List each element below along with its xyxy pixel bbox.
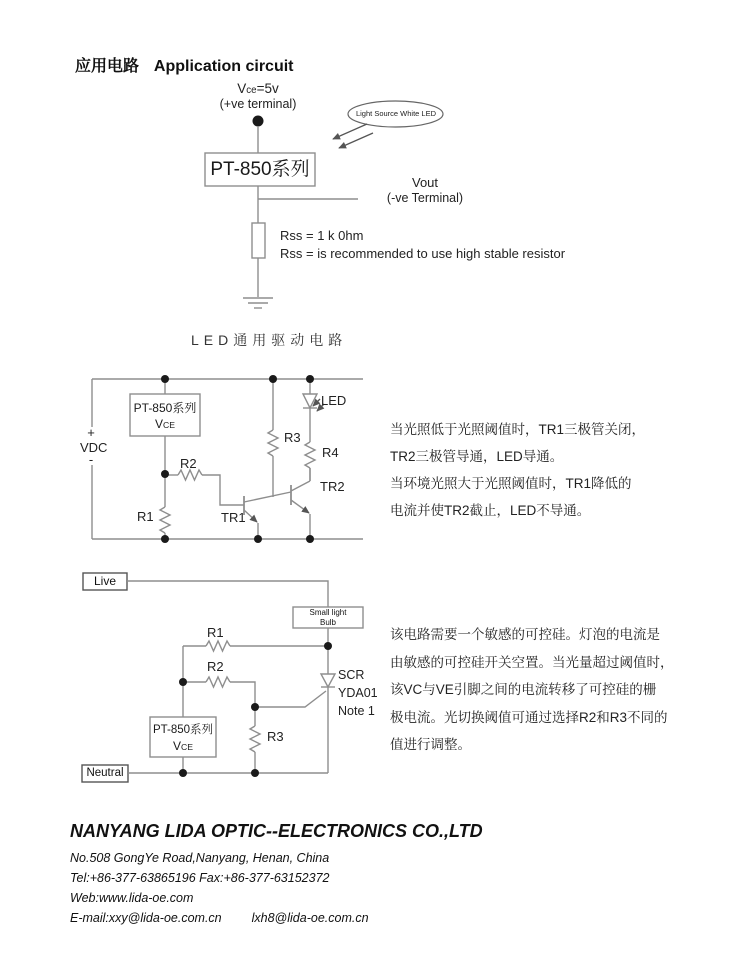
scr-label: SCR (338, 668, 365, 682)
vdc-plus-label: + (87, 425, 95, 440)
r4-label: R4 (322, 445, 339, 460)
bulb-label: Small light Bulb (309, 608, 347, 627)
company-email-line (70, 911, 483, 925)
vout-label: Vout (411, 175, 439, 190)
scr-note: Note 1 (338, 704, 375, 718)
neutral-label: Neutral (86, 767, 124, 779)
scr-part-number: YDA01 (338, 686, 378, 700)
supply-label: Vce=5v (+ve terminal) (198, 80, 318, 112)
pt850-vce-label: PT-850系列 VCE (133, 401, 197, 431)
live-label: Live (93, 574, 116, 588)
page-title-en: Application circuit (153, 58, 294, 75)
r2-resistor-icon (178, 470, 202, 480)
r2-label: R2 (207, 659, 224, 674)
company-email-1: E-mail:xxy@lida-oe.com.cn (70, 911, 222, 925)
r4-resistor-icon (305, 442, 315, 468)
section-title-led-drive: LED通用驱动电路 (191, 332, 348, 348)
r1-label: R1 (207, 625, 224, 640)
rss-value: Rss = 1 k 0hm (280, 228, 364, 243)
rss-resistor-icon (252, 223, 265, 258)
circuit2-description: 当光照低于光照阈值时，TR1三极管关闭， TR2三极管导通，LED导通。 当环境光照大于光照阈值时，TR1降低的 电流并使TR2截止，LED不导通。 (390, 422, 646, 518)
r1-resistor-icon (160, 507, 170, 533)
pt850-vce-label: PT-850系列 VCE (152, 724, 214, 753)
tr1-transistor-icon (244, 492, 291, 539)
pt850-module-label: PT-850系列 (210, 159, 310, 180)
r1-resistor-icon (206, 641, 230, 651)
vdc-label: VDC (80, 440, 108, 455)
light-arrows-icon (333, 124, 373, 148)
scr-label-block (338, 666, 378, 720)
tr2-label: TR2 (320, 479, 345, 494)
tr2-transistor-icon (291, 468, 310, 539)
r3-label: R3 (267, 729, 284, 744)
ground-icon (243, 298, 273, 308)
scr-icon (321, 674, 335, 773)
tr1-label: TR1 (221, 510, 246, 525)
r1-label: R1 (137, 509, 154, 524)
positive-terminal-dot (253, 116, 264, 127)
vout-label-block (365, 176, 485, 206)
rss-note: Rss = is recommended to use high stable resistor (280, 246, 566, 261)
page-title-zh: 应用电路 (75, 58, 140, 75)
footer (70, 821, 483, 925)
led-label: LED (321, 393, 347, 408)
light-source-label: Light Source White LED (355, 109, 437, 118)
r3-resistor-icon (250, 726, 260, 752)
r3-label: R3 (284, 430, 301, 445)
company-address: No.508 GongYe Road,Nanyang, Henan, China (70, 851, 330, 865)
company-tel-fax: Tel:+86-377-63865196 Fax:+86-377-63152372 (70, 871, 330, 885)
r2-label: R2 (180, 456, 197, 471)
circuit3-description: 该电路需要一个敏感的可控硅。灯泡的电流是 由敏感的可控硅开关空置。当光量超过阈值时， 该VC与VE引脚之间的电流转移了可控硅的栅 极电流。光切换阈值可通过选择R2和R3不同的 值进行调整。 (390, 627, 674, 752)
vout-note: (-ve Terminal) (386, 191, 464, 206)
r2-resistor-icon (206, 677, 230, 687)
page-title (75, 53, 294, 76)
r3-resistor-icon (268, 430, 278, 456)
company-web: Web:www.lida-oe.com (70, 891, 194, 905)
company-email-2: lxh8@lida-oe.com.cn (251, 911, 369, 925)
supply-note: (+ve terminal) (219, 97, 297, 111)
company-name: NANYANG LIDA OPTIC--ELECTRONICS CO.,LTD (70, 821, 483, 841)
circuit3-wires (82, 573, 363, 782)
vdc-minus-label: - (88, 452, 94, 467)
